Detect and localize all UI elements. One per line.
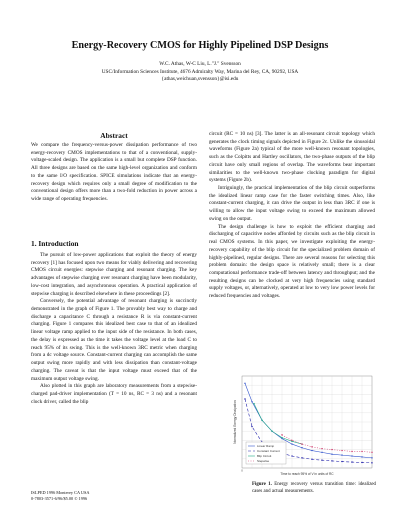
- series-point-1: [321, 459, 322, 460]
- right-paragraph-3: The design challenge is how to exploit the efficient charging and discharging of capacitive nodes afforded by circuits such as the blip circuit in real CMOS systems. In this paper, we investigate exploiting the energy-recovery capability of the blip circuit for the specialized problem domain of highly-pipelined, regular designs. There are several reasons for selecting this problem domain: the design space is relatively small; there is a clear computational performance trade-off between latency and throughput; and the resulting designs can be clocked at very high frequencies using standard supply voltages, or, alternatively, operated at low to very low power levels for reduced frequencies and voltages.: [209, 223, 375, 300]
- series-point-1: [291, 455, 292, 456]
- series-point-1: [351, 461, 352, 462]
- intro-column: [31, 252, 197, 406]
- series-point-0: [371, 457, 372, 458]
- series-point-3: [311, 446, 312, 447]
- series-point-3: [321, 448, 322, 449]
- series-point-2: [281, 437, 282, 438]
- series-point-1: [331, 460, 332, 461]
- right-column: [209, 131, 375, 301]
- series-point-0: [331, 454, 332, 455]
- footer-notice: [31, 490, 90, 501]
- footer-conference: ISLPED 1996 Monterey CA USA: [31, 490, 90, 495]
- right-paragraph-2: Intriguingly, the practical implementation of the blip circuit outperforms the idealized linear ramp case for the faster switching times. Also, like constant-current charging, it can drive the output in less than 3RC if one is willing to allow the input voltage swing to exceed the maximum allowed swing on the output.: [209, 185, 375, 222]
- series-point-1: [301, 457, 302, 458]
- series-point-0: [351, 455, 352, 456]
- intro-paragraph-2: Conversely, the potential advantage of resonant charging is succinctly demonstrated in the graph of Figure 1. The provably best way to charge and discharge a capacitance C through a resistance R is via constant-current charging. Figure 1 compares this idealized best case to that of an idealized linear voltage ramp applied to the input side of the resistance. In both cases, the delay is expressed as the time it takes the voltage level at the load C to reach 95% of its swing. This is the well-known 3RC metric when charging from a dc voltage source. Constant-current charging can accomplish the same output swing more rapidly and with less dissipation than constant-voltage charging. The caveat is that the input voltage must exceed that of the maximum output voltage swing.: [31, 298, 197, 382]
- series-point-3: [331, 449, 332, 450]
- right-paragraph-1: circuit (RC = 10 ns) [3]. The latter is an all-resonant circuit topology which generates the clock timing signals depicted in Figure 2c. Unlike the sinusoidal waveforms (Figure 2a) typical of the more well-known resonant topologies, such as the Colpitts and Hartley oscillators, the two-phase outputs of the blip circuit have only small regions of overlap. The waveforms bear important similarities to the well-known two-phase clocking paradigm for digital systems (Figure 2b).: [209, 131, 375, 184]
- series-point-1: [311, 459, 312, 460]
- series-point-2: [261, 419, 262, 420]
- series-point-1: [371, 462, 372, 463]
- intro-heading: 1. Introduction: [31, 239, 79, 248]
- author-names: W.C. Athas, W-C Liu, L."J." Svensson: [159, 61, 241, 67]
- series-point-3: [341, 450, 342, 451]
- x-tick-label: 0: [241, 468, 243, 473]
- series-point-1: [361, 462, 362, 463]
- series-point-3: [301, 443, 302, 444]
- series-point-3: [281, 434, 282, 435]
- series-point-0: [361, 456, 362, 457]
- legend-label-2: Blip Circuit: [257, 454, 272, 459]
- figure-caption-label: Figure 1.: [252, 482, 272, 487]
- figure-1-chart: [228, 372, 376, 480]
- series-point-0: [341, 454, 342, 455]
- author-block: [0, 61, 400, 84]
- series-point-1: [341, 461, 342, 462]
- figure-caption-text: Energy recovery versus transition time: idealized cases and actual measurements.: [252, 482, 376, 494]
- series-point-1: [251, 426, 252, 427]
- author-affiliation: USC/Information Sciences Institute, 4676 Admiralty Way, Marina del Rey, CA, 90292, USA: [101, 68, 299, 75]
- series-point-1: [244, 398, 245, 399]
- x-axis-label: Time to reach 95% of V in units of RC: [280, 472, 334, 476]
- paper-title: Energy-Recovery CMOS for Highly Pipelined DSP Designs: [71, 40, 329, 51]
- legend-label-0: Linear Ramp: [257, 444, 275, 449]
- series-point-0: [301, 447, 302, 448]
- legend-label-3: Stepwise: [257, 459, 270, 464]
- abstract-heading: Abstract: [100, 131, 128, 140]
- series-point-0: [321, 452, 322, 453]
- abstract-text: We compare the frequency-versus-power dissipation performance of two energy-recovery CMOS implementations to that of a conventional, supply-voltage-scaled design. The application is a small but complete DSP function. All three designs are based on the same high-level organization and conform to the same I/O specification. SPICE simulations indicate that an energy-recovery design which requires only a small degree of modification to the conventional design offers more than a two-fold reduction in power across a wide range of operating frequencies.: [31, 142, 197, 203]
- author-emails: {athas,weichuan,svensson}@isi.edu: [161, 76, 239, 83]
- intro-paragraph-1: The pursuit of low-power applications that exploit the theory of energy recovery [1] has focused upon two means for viably delivering and recovering CMOS circuit energies: stepwise charging and resonant charging. The key advantages of stepwise charging over resonant charging have been modularity, low-cost integration, and asynchronous operation. A practical application of stepwise charging is described elsewhere in these proceedings [2].: [31, 252, 197, 297]
- series-point-3: [361, 451, 362, 452]
- figure-1-caption: [252, 482, 376, 495]
- series-point-2: [253, 403, 254, 404]
- footer-copyright: 0-7803-3571-6/96/$5.00 © 1996: [31, 495, 88, 501]
- series-point-3: [291, 440, 292, 441]
- series-point-2: [271, 431, 272, 432]
- series-point-0: [291, 443, 292, 444]
- series-point-3: [351, 451, 352, 452]
- series-point-3: [371, 452, 372, 453]
- series-point-0: [244, 383, 245, 384]
- abstract-column: [31, 142, 197, 204]
- legend-label-1: Constant Current: [257, 449, 280, 454]
- series-point-0: [311, 450, 312, 451]
- intro-paragraph-3: Also plotted in this graph are laboratory measurements from a stepwise-charged pad-driver implementation (T = 10 ns, RC = 3 ns) and a resonant clock driver, called the blip: [31, 383, 197, 405]
- y-axis-label: Normalized Energy Dissipation: [233, 400, 237, 444]
- series-point-0: [251, 401, 252, 402]
